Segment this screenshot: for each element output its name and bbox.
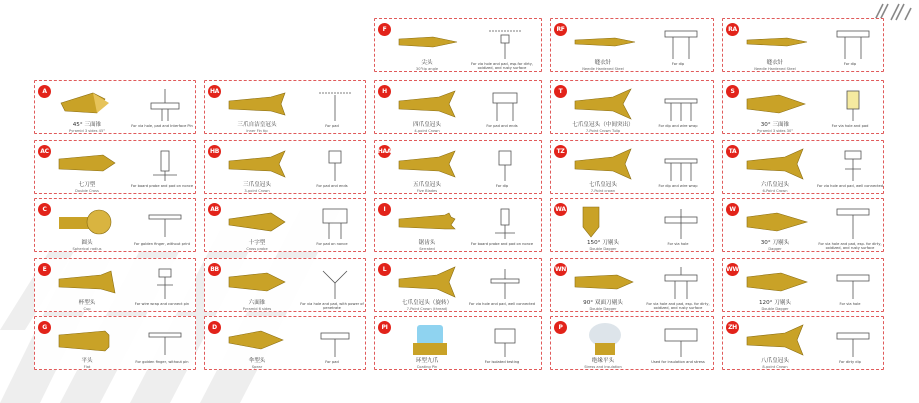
probe-card bbox=[34, 80, 196, 134]
usage-sketch-icon bbox=[835, 25, 871, 61]
probe-usage: For dip bbox=[671, 62, 685, 66]
probe-name-en: 7-Point Crown (thread) bbox=[406, 307, 448, 311]
probe-name: 30° 三面锥 bbox=[760, 122, 790, 128]
probe-name: 缝衣针 bbox=[594, 60, 612, 66]
usage-sketch-icon bbox=[147, 87, 183, 123]
probe-tip-icon bbox=[223, 147, 293, 181]
probe-usage: For pad bbox=[325, 124, 339, 128]
probe-card bbox=[550, 18, 714, 72]
probe-usage: Used for insulation and stress bbox=[651, 360, 705, 364]
code-badge: WA bbox=[554, 203, 567, 216]
probe-tip-icon bbox=[393, 87, 463, 121]
code-badge: HA bbox=[208, 85, 221, 98]
probe-name: 杯型头 bbox=[78, 300, 96, 306]
probe-card bbox=[374, 140, 542, 194]
probe-tip-icon bbox=[741, 205, 811, 239]
probe-name-en: Five Blades bbox=[416, 189, 438, 193]
usage-sketch-icon bbox=[147, 265, 183, 301]
probe-card bbox=[374, 18, 542, 72]
probe-name-en: 4-point Crown bbox=[414, 129, 440, 133]
probe-name-en: Double Cross bbox=[75, 189, 99, 193]
code-badge: TZ bbox=[554, 145, 567, 158]
usage-sketch-icon bbox=[487, 147, 523, 183]
probe-name-en: Flat bbox=[83, 365, 91, 369]
probe-tip-icon bbox=[741, 87, 811, 121]
probe-name: 45° 三面锥 bbox=[72, 122, 102, 128]
probe-tip-icon bbox=[223, 265, 293, 299]
probe-usage: For dip bbox=[843, 62, 857, 66]
code-badge: D bbox=[208, 321, 221, 334]
probe-usage: For pad and ends bbox=[316, 184, 348, 188]
probe-name: 七刀型 bbox=[78, 182, 96, 188]
code-badge: A bbox=[38, 85, 51, 98]
probe-name: 十字型 bbox=[248, 240, 266, 246]
probe-name: 圆头 bbox=[81, 240, 93, 246]
probe-name-en: Dagger bbox=[768, 247, 782, 251]
probe-tip-icon bbox=[53, 205, 123, 239]
usage-sketch-icon bbox=[487, 25, 523, 61]
probe-usage: For pad bbox=[325, 360, 339, 364]
probe-name: 90° 双面刀剔头 bbox=[583, 300, 623, 306]
probe-name-en: Pyramid 3 sides 30° bbox=[756, 129, 794, 133]
code-badge: RA bbox=[726, 23, 739, 36]
usage-sketch-icon bbox=[835, 147, 871, 183]
probe-name-en: Stress and insulation bbox=[584, 365, 622, 369]
code-badge: TA bbox=[726, 145, 739, 158]
probe-card bbox=[204, 80, 366, 134]
usage-sketch-icon bbox=[487, 265, 523, 301]
probe-name: 平头 bbox=[81, 358, 93, 364]
probe-name-en: Spear bbox=[251, 365, 263, 369]
probe-name: 环型九爪 bbox=[415, 358, 439, 364]
probe-tip-icon bbox=[223, 87, 293, 121]
code-badge: G bbox=[38, 321, 51, 334]
usage-sketch-icon bbox=[663, 147, 699, 183]
probe-usage: For board probe and pad on nonce bbox=[470, 242, 534, 246]
code-badge: AB bbox=[208, 203, 221, 216]
probe-name-en: Double Dagger bbox=[589, 247, 617, 251]
probe-tip-icon bbox=[393, 323, 463, 357]
probe-tip-icon bbox=[741, 147, 811, 181]
usage-sketch-icon bbox=[317, 265, 353, 301]
probe-tip-icon bbox=[569, 25, 639, 59]
probe-card bbox=[204, 258, 366, 312]
probe-usage: For pad and ends bbox=[486, 124, 518, 128]
usage-sketch-icon bbox=[663, 323, 699, 359]
probe-usage: For pad on nonce bbox=[316, 242, 348, 246]
usage-sketch-icon bbox=[147, 323, 183, 359]
probe-usage: For via hole bbox=[839, 302, 861, 306]
probe-name-en: Inner Fin tip bbox=[246, 129, 268, 133]
probe-tip-icon bbox=[569, 205, 639, 239]
probe-card bbox=[550, 198, 714, 252]
probe-card bbox=[722, 198, 884, 252]
probe-tip-icon bbox=[569, 265, 639, 299]
code-badge: F bbox=[378, 23, 391, 36]
probe-name: 八爪皇冠头 bbox=[761, 358, 789, 364]
probe-usage: For via hole bbox=[667, 242, 689, 246]
probe-tip-icon bbox=[223, 205, 293, 239]
probe-card bbox=[722, 140, 884, 194]
probe-tip-icon bbox=[223, 323, 293, 357]
probe-card bbox=[34, 140, 196, 194]
code-badge: PI bbox=[378, 321, 391, 334]
probe-tip-icon bbox=[741, 265, 811, 299]
code-badge: WW bbox=[726, 263, 739, 276]
probe-name: 30° 刀剔头 bbox=[760, 240, 790, 246]
probe-usage: For board probe and pad on nonce bbox=[130, 184, 194, 188]
probe-name-en: Spherical radius bbox=[72, 247, 102, 251]
code-badge: E bbox=[38, 263, 51, 276]
probe-card bbox=[550, 140, 714, 194]
probe-tip-icon bbox=[393, 205, 463, 239]
probe-usage: For dip bbox=[495, 184, 509, 188]
code-badge: C bbox=[38, 203, 51, 216]
probe-tip-icon bbox=[53, 87, 123, 121]
probe-name: 七爪皇冠头 bbox=[589, 182, 617, 188]
probe-name-en: 8-point Crown bbox=[762, 365, 788, 369]
probe-tip-icon bbox=[569, 87, 639, 121]
probe-name: 三爪自洁皇冠头 bbox=[237, 122, 277, 128]
probe-name-en: 3-point Crown bbox=[244, 189, 270, 193]
probe-name: 七爪皇冠头（旋转） bbox=[401, 300, 453, 306]
probe-usage: For via hole and pad, with power of penetrate bbox=[300, 302, 364, 311]
probe-usage: For wire wrap and connect pin bbox=[134, 302, 190, 306]
probe-card bbox=[722, 18, 884, 72]
probe-tip-icon bbox=[741, 25, 811, 59]
probe-card bbox=[204, 140, 366, 194]
usage-sketch-icon bbox=[317, 87, 353, 123]
probe-name-en: Pyramid 3 sides 45° bbox=[68, 129, 106, 133]
probe-tip-icon bbox=[393, 265, 463, 299]
probe-usage: For dip and wire wrap bbox=[658, 184, 698, 188]
usage-sketch-icon bbox=[147, 147, 183, 183]
usage-sketch-icon bbox=[663, 205, 699, 241]
probe-usage: For via hole and pad, esp.for dirty, oxidized, and rusty surface bbox=[470, 62, 534, 71]
probe-card bbox=[374, 258, 542, 312]
probe-name: 四爪皇冠头 bbox=[413, 122, 441, 128]
probe-usage: For via hole and pad, esp. for dirty, oxidized, and rusty surface bbox=[646, 302, 710, 311]
probe-name: 三爪皇冠头 bbox=[243, 182, 271, 188]
probe-card bbox=[34, 198, 196, 252]
probe-name-en: 7-Point crown bbox=[590, 189, 616, 193]
probe-card bbox=[374, 198, 542, 252]
usage-sketch-icon bbox=[835, 87, 871, 123]
probe-tip-icon bbox=[569, 323, 639, 357]
code-badge: HAA bbox=[378, 145, 391, 158]
probe-name: 120° 刀剔头 bbox=[758, 300, 792, 306]
probe-name-en: Coating Pin bbox=[416, 365, 438, 369]
code-badge: BB bbox=[208, 263, 221, 276]
usage-sketch-icon bbox=[487, 87, 523, 123]
usage-sketch-icon bbox=[835, 205, 871, 241]
probe-name-en: 7-Point Crown Tulip bbox=[585, 129, 621, 133]
probe-card bbox=[374, 80, 542, 134]
probe-usage: For golden finger, without pin bbox=[135, 360, 189, 364]
code-badge: I bbox=[378, 203, 391, 216]
usage-sketch-icon bbox=[835, 265, 871, 301]
probe-usage: For via hole, pad and Interface Pin bbox=[131, 124, 193, 128]
probe-name-en: Needle Hardened Steel bbox=[754, 67, 796, 71]
probe-card bbox=[34, 258, 196, 312]
code-badge: L bbox=[378, 263, 391, 276]
probe-name-en: Cup bbox=[83, 307, 91, 311]
probe-card bbox=[722, 316, 884, 370]
code-badge: RF bbox=[554, 23, 567, 36]
probe-card bbox=[722, 258, 884, 312]
probe-name-en: Needle Hardened Steel bbox=[582, 67, 624, 71]
probe-name: 150° 刀剔头 bbox=[586, 240, 620, 246]
probe-card bbox=[550, 258, 714, 312]
probe-name-en: Cross probe bbox=[246, 247, 268, 251]
probe-card bbox=[374, 316, 542, 370]
probe-tip-icon bbox=[53, 323, 123, 357]
usage-sketch-icon bbox=[835, 323, 871, 359]
usage-sketch-icon bbox=[663, 87, 699, 123]
probe-tip-icon bbox=[741, 323, 811, 357]
probe-name-en: Double Dagger bbox=[589, 307, 617, 311]
probe-tip-icon bbox=[53, 265, 123, 299]
probe-name-en: 6-Point Crown bbox=[762, 189, 788, 193]
code-badge: H bbox=[378, 85, 391, 98]
code-badge: W bbox=[726, 203, 739, 216]
probe-tip-icon bbox=[393, 147, 463, 181]
probe-usage: For isolated testing bbox=[484, 360, 520, 364]
probe-card bbox=[550, 316, 714, 370]
probe-usage: For via hole and pad, well connected bbox=[816, 184, 884, 188]
probe-name: 尖头 bbox=[421, 60, 433, 66]
probe-name: 绝缘平头 bbox=[591, 358, 615, 364]
probe-usage: For dirty dip bbox=[839, 360, 861, 364]
probe-name: 五爪皇冠头 bbox=[413, 182, 441, 188]
probe-name: 伞型头 bbox=[248, 358, 266, 364]
probe-card bbox=[34, 316, 196, 370]
probe-name: 缝衣针 bbox=[766, 60, 784, 66]
usage-sketch-icon bbox=[317, 323, 353, 359]
code-badge: AC bbox=[38, 145, 51, 158]
code-badge: S bbox=[726, 85, 739, 98]
probe-tip-icon bbox=[53, 147, 123, 181]
code-badge: HB bbox=[208, 145, 221, 158]
probe-name: 锯齿头 bbox=[418, 240, 436, 246]
usage-sketch-icon bbox=[147, 205, 183, 241]
probe-name: 六面锥 bbox=[248, 300, 266, 306]
usage-sketch-icon bbox=[663, 25, 699, 61]
probe-usage: For dip and wire wrap bbox=[658, 124, 698, 128]
probe-usage: For via hole and pad, well connected bbox=[468, 302, 536, 306]
probe-name-en: Serrated bbox=[419, 247, 435, 251]
probe-tip-icon bbox=[393, 25, 463, 59]
code-badge: P bbox=[554, 321, 567, 334]
usage-sketch-icon bbox=[487, 205, 523, 241]
probe-usage: For via hole and pad bbox=[831, 124, 869, 128]
probe-usage: For via hole and pad, esp. for dirty, oxidized, and rusty surface bbox=[818, 242, 882, 251]
probe-card bbox=[204, 198, 366, 252]
code-badge: T bbox=[554, 85, 567, 98]
probe-name: 七爪皇冠头（中间突出） bbox=[572, 122, 634, 128]
probe-name-en: Double Dagger bbox=[761, 307, 789, 311]
probe-name-en: 30°tip angle bbox=[415, 67, 439, 71]
usage-sketch-icon bbox=[663, 265, 699, 301]
probe-card bbox=[722, 80, 884, 134]
usage-sketch-icon bbox=[317, 147, 353, 183]
code-badge: ZH bbox=[726, 321, 739, 334]
probe-name-en: Pyramid 6 sides bbox=[242, 307, 272, 311]
probe-name: 六爪皇冠头 bbox=[761, 182, 789, 188]
probe-usage: For golden finger, without print bbox=[133, 242, 191, 246]
usage-sketch-icon bbox=[487, 323, 523, 359]
code-badge: WN bbox=[554, 263, 567, 276]
probe-card bbox=[550, 80, 714, 134]
probe-card bbox=[204, 316, 366, 370]
probe-tip-icon bbox=[569, 147, 639, 181]
usage-sketch-icon bbox=[317, 205, 353, 241]
